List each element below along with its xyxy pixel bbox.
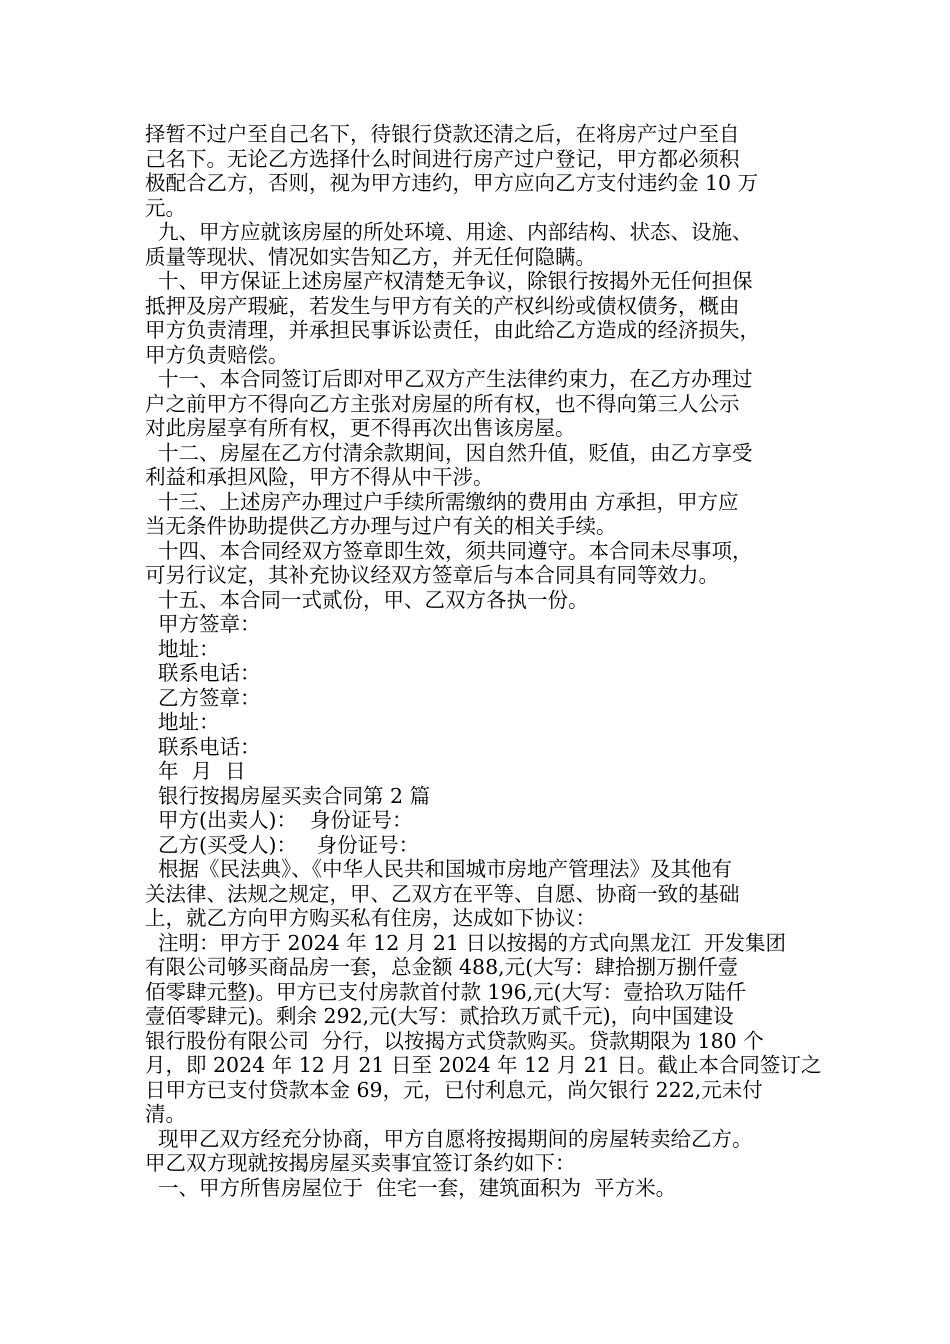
text-line: 十、甲方保证上述房屋产权清楚无争议，除银行按揭外无任何担保 <box>145 269 753 293</box>
text-line: 根据《民法典》、《中华人民共和国城市房地产管理法》及其他有 <box>145 857 733 881</box>
text-line: 择暂不过户至自己名下，待银行贷款还清之后，在将房产过户至自 <box>145 122 740 146</box>
text-line: 乙方签章： <box>145 685 261 710</box>
text-line: 十四、本合同经双方签章即生效，须共同遵守。本合同未尽事项， <box>145 538 753 563</box>
text-line: 甲方负责赔偿。 <box>145 342 289 367</box>
text-line: 联系电话： <box>145 661 261 685</box>
text-line: 地址： <box>145 636 220 661</box>
text-line: 佰零肆元整)。甲方已支付房款首付款 196,元(大写：壹拾玖万陆仟 <box>145 979 747 1004</box>
text-line: 利益和承担风险，甲方不得从中干涉。 <box>145 465 494 489</box>
text-line: 银行股份有限公司 分行，以按揭方式贷款购买。贷款期限为 180 个 <box>145 1028 764 1053</box>
text-line: 乙方(买受人)： 身份证号： <box>145 832 420 857</box>
text-line: 极配合乙方，否则，视为甲方违约，甲方应向乙方支付违约金 10 万 <box>145 171 759 195</box>
text-line: 清。 <box>145 1102 186 1126</box>
text-line: 甲乙双方现就按揭房屋买卖事宜签订条约如下： <box>145 1151 576 1175</box>
text-line: 十三、上述房产办理过户手续所需缴纳的费用由 方承担，甲方应 <box>145 489 739 514</box>
text-line: 质量等现状、情况如实告知乙方，并无任何隐瞒。 <box>145 244 596 269</box>
text-line: 关法律、法规之规定，甲、乙双方在平等、自愿、协商一致的基础 <box>145 881 740 906</box>
text-line: 己名下。无论乙方选择什么时间进行房产过户登记，甲方都必须积 <box>145 146 740 171</box>
text-line: 日甲方已支付贷款本金 69，元，已付利息元，尚欠银行 222,元未付 <box>145 1077 763 1102</box>
text-line: 甲方负责清理，并承担民事诉讼责任，由此给乙方造成的经济损失， <box>145 318 760 342</box>
text-line: 壹佰零肆元)。剩余 292,元(大写：贰拾玖万贰千元)，向中国建设 <box>145 1004 734 1028</box>
text-line: 可另行议定，其补充协议经双方签章后与本合同具有同等效力。 <box>145 563 719 587</box>
text-line: 十五、本合同一式贰份，甲、乙双方各执一份。 <box>145 587 589 612</box>
text-line: 一、甲方所售房屋位于 住宅一套，建筑面积为 平方米。 <box>145 1175 677 1200</box>
text-line: 对此房屋享有所有权，更不得再次出售该房屋。 <box>145 416 576 440</box>
text-line: 年 月 日 <box>145 759 246 783</box>
text-line: 月，即 2024 年 12 月 21 日至 2024 年 12 月 21 日。截止本合同签订之 <box>145 1053 822 1077</box>
text-line: 地址： <box>145 710 220 734</box>
text-line: 十一、本合同签订后即对甲乙双方产生法律约束力，在乙方办理过 <box>145 367 753 391</box>
text-line: 十二、房屋在乙方付清余款期间，因自然升值，贬值，由乙方享受 <box>145 440 753 465</box>
text-line: 现甲乙双方经充分协商，甲方自愿将按揭期间的房屋转卖给乙方。 <box>145 1126 753 1151</box>
text-line: 九、甲方应就该房屋的所处环境、用途、内部结构、状态、设施、 <box>145 220 753 244</box>
text-line: 抵押及房产瑕疵，若发生与甲方有关的产权纠纷或债权债务，概由 <box>145 293 740 318</box>
text-line: 甲方签章： <box>145 612 261 636</box>
text-line: 银行按揭房屋买卖合同第 2 篇 <box>145 783 431 808</box>
text-line: 户之前甲方不得向乙方主张对房屋的所有权，也不得向第三人公示 <box>145 391 740 416</box>
text-line: 联系电话： <box>145 734 261 759</box>
document-text <box>145 122 822 1200</box>
document-body <box>145 122 822 1200</box>
text-line: 元。 <box>145 195 186 220</box>
text-line: 甲方(出卖人)： 身份证号： <box>145 808 413 832</box>
text-line: 有限公司够买商品房一套，总金额 488,元(大写：肆拾捌万捌仟壹 <box>145 955 739 979</box>
text-line: 当无条件协助提供乙方办理与过户有关的相关手续。 <box>145 514 617 538</box>
text-line: 注明：甲方于 2024 年 12 月 21 日以按揭的方式向黑龙江 开发集团 <box>145 930 787 955</box>
text-line: 上，就乙方向甲方购买私有住房，达成如下协议： <box>145 906 596 930</box>
